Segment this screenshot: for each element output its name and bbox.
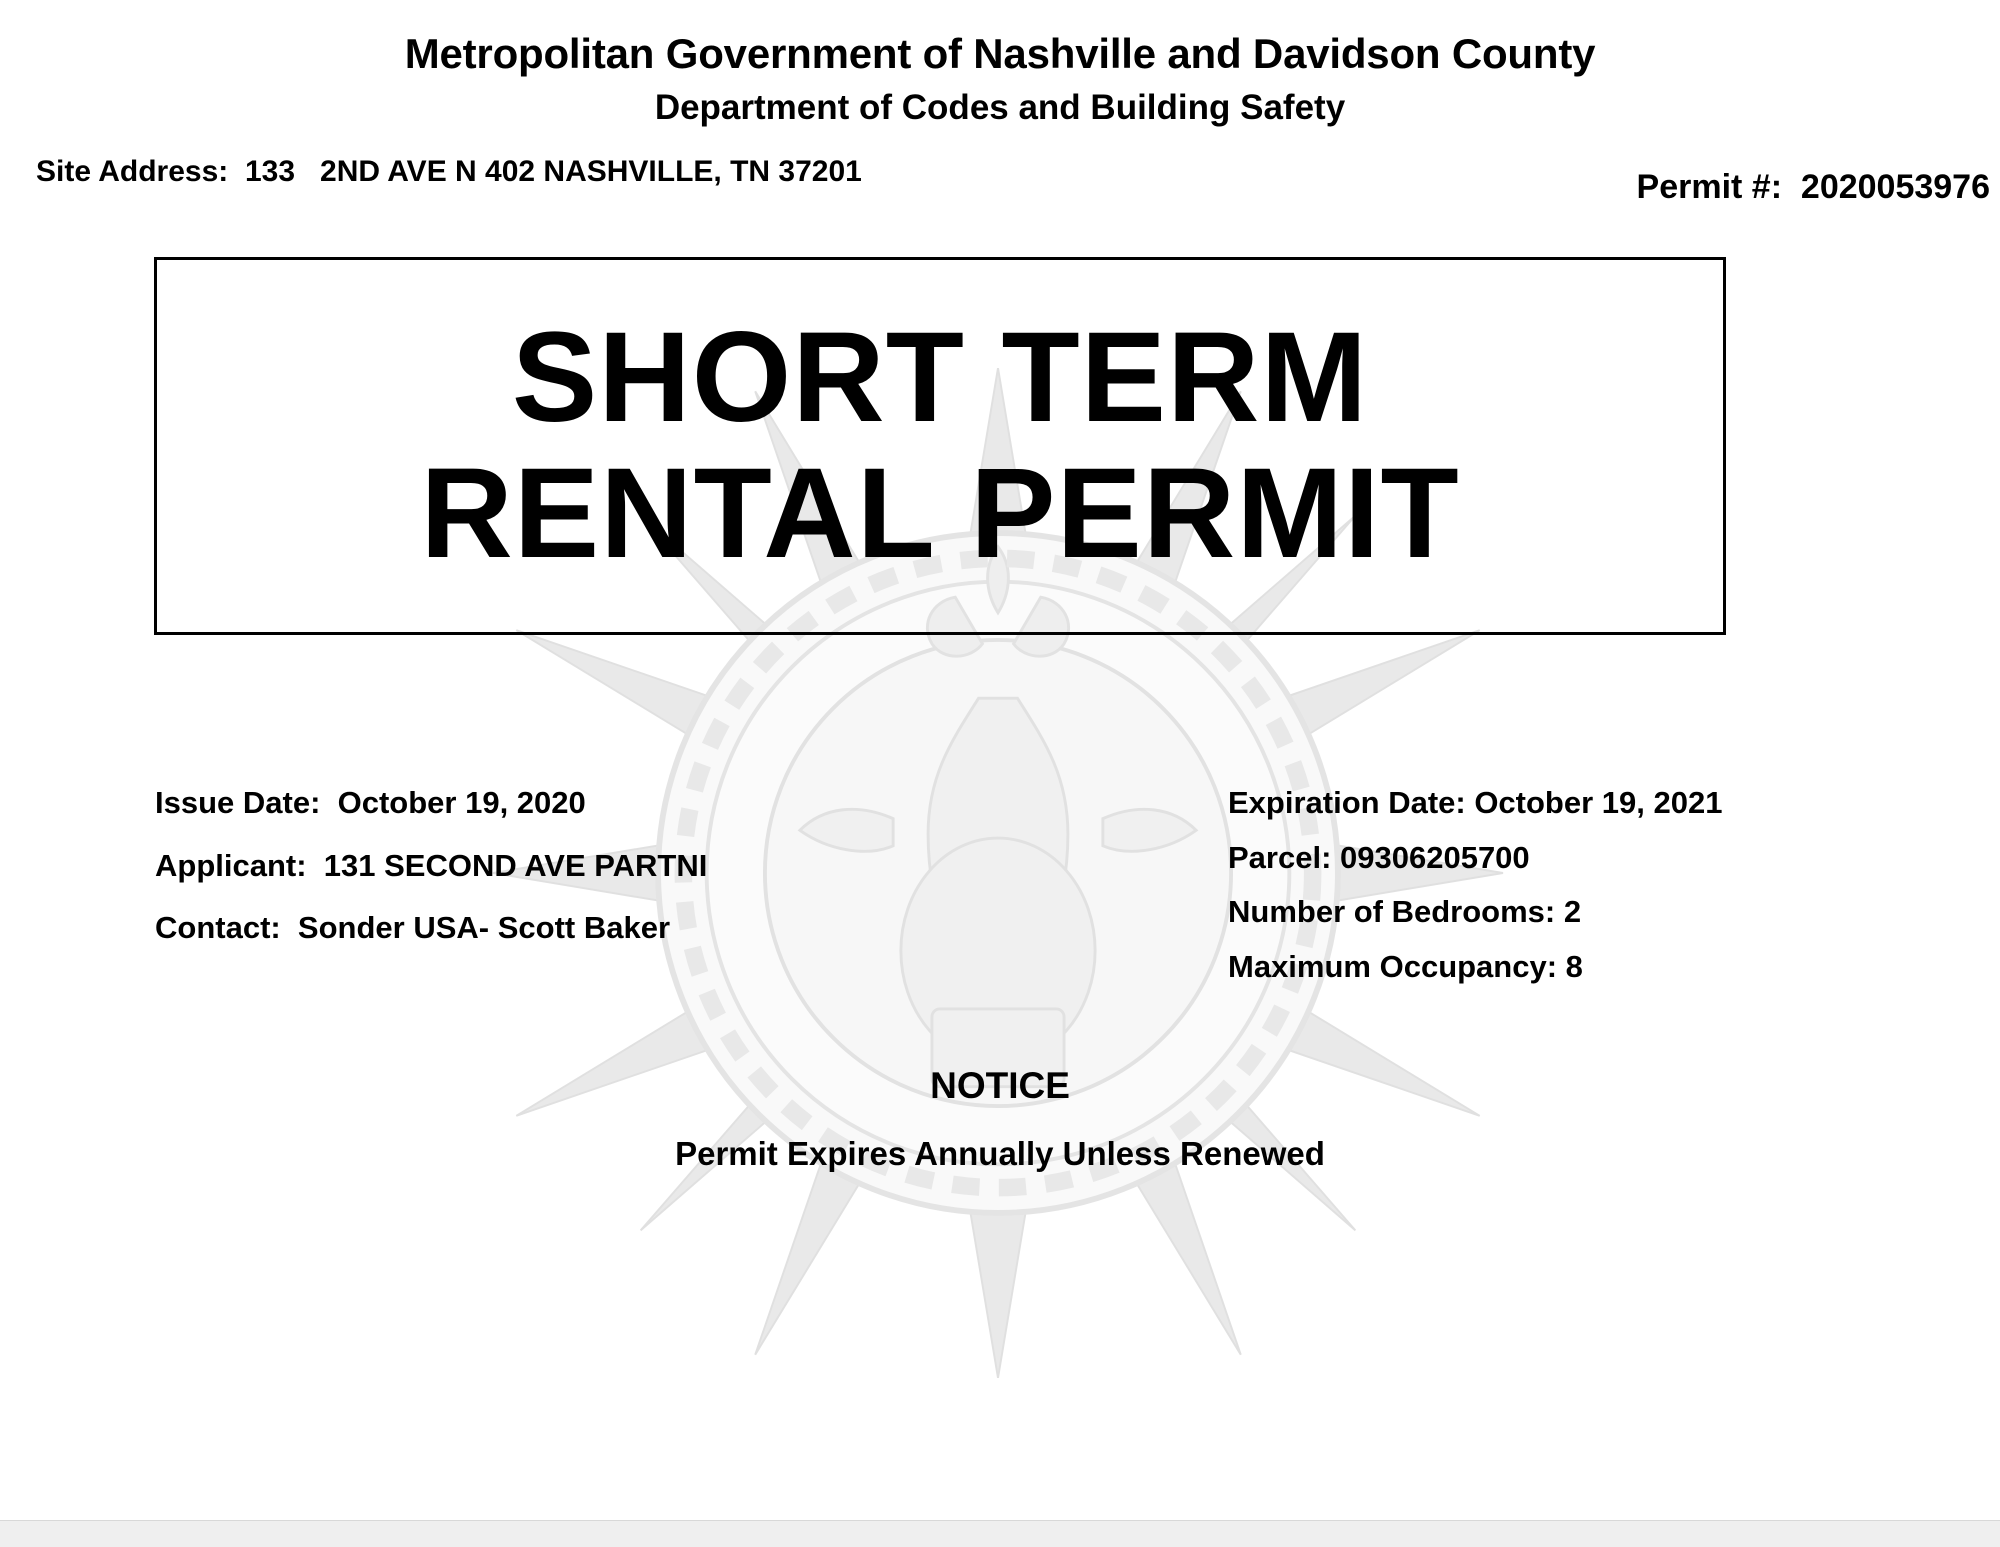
permit-number: Permit #: 2020053976 — [1636, 168, 1990, 206]
notice-heading: NOTICE — [930, 1065, 1070, 1106]
permit-title-line2: RENTAL PERMIT — [420, 442, 1460, 585]
details-left-column — [155, 785, 707, 973]
maximum-occupancy: Maximum Occupancy: 8 — [1228, 948, 1583, 984]
permit-title — [154, 262, 1726, 630]
permit-title-line1: SHORT TERM — [511, 306, 1369, 450]
expiration-date: Expiration Date: October 19, 2021 — [1228, 785, 1723, 820]
contact: Contact: Sonder USA- Scott Baker — [155, 910, 671, 946]
notice-text: Permit Expires Annually Unless Renewed — [675, 1135, 1325, 1172]
issue-date: Issue Date: October 19, 2020 — [155, 785, 586, 820]
site-address: Site Address: 133 2ND AVE N 402 NASHVILLE, TN 37201 — [36, 155, 862, 188]
page-title: Metropolitan Government of Nashville and Davidson County — [404, 30, 1596, 77]
details-right-column — [1228, 785, 1722, 1004]
bottom-strip — [0, 1520, 2000, 1547]
page-subtitle: Department of Codes and Building Safety — [654, 88, 1346, 127]
applicant: Applicant: 131 SECOND AVE PARTNI — [155, 847, 708, 883]
parcel: Parcel: 09306205700 — [1228, 839, 1530, 875]
number-of-bedrooms: Number of Bedrooms: 2 — [1228, 894, 1582, 930]
